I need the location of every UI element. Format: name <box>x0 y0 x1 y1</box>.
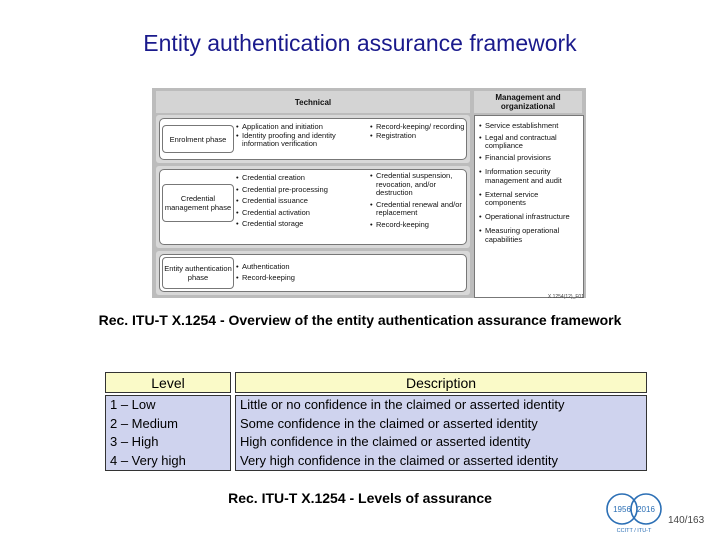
level-column <box>105 395 231 471</box>
list-item: • Credential activation <box>236 207 366 219</box>
list-item: • Credential issuance <box>236 195 366 207</box>
credential-lifecycle-list <box>370 172 466 230</box>
itu-anniversary-logo <box>605 491 663 535</box>
logo-year-right: 2016 <box>637 505 655 514</box>
table-caption: Rec. ITU-T X.1254 - Levels of assurance <box>228 490 492 506</box>
column-header-description: Description <box>235 372 647 393</box>
logo-text: CCITT / ITU-T <box>616 528 652 534</box>
authentication-technical-list <box>236 261 366 283</box>
phase-label-authentication: Entity authentication phase <box>162 257 234 289</box>
enrolment-phase-row <box>156 115 470 163</box>
list-item: • Credential storage <box>236 218 366 230</box>
list-item: • Service establishment <box>479 122 579 131</box>
list-item: • External service components <box>479 191 579 208</box>
description-column <box>235 395 647 471</box>
level-cell: 2 – Medium <box>110 415 178 431</box>
credential-phase-row <box>156 166 470 248</box>
enrolment-record-list <box>370 123 466 140</box>
level-cell: 3 – High <box>110 434 159 449</box>
list-item: • Record-keeping <box>236 272 366 283</box>
framework-figure <box>152 88 586 302</box>
list-item: • Credential suspension, revocation, and/or destruction <box>370 172 466 198</box>
description-cell: Little or no confidence in the claimed or asserted identity <box>240 397 565 412</box>
list-item: • Information security management and audit <box>479 168 579 185</box>
list-item: • Record-keeping <box>370 221 466 230</box>
list-item: • Credential creation <box>236 172 366 184</box>
header-management: Management and organizational <box>474 91 582 113</box>
phase-label-credential: Credential management phase <box>162 184 234 222</box>
list-item: • Authentication <box>236 261 366 272</box>
management-column <box>474 115 584 298</box>
list-item: • Operational infrastructure <box>479 213 579 222</box>
enrolment-technical-list <box>236 123 366 149</box>
description-cell: Very high confidence in the claimed or asserted identity <box>240 452 558 468</box>
figure-caption: Rec. ITU-T X.1254 - Overview of the entity authentication assurance framework <box>98 312 622 328</box>
credential-technical-list <box>236 172 366 230</box>
list-item: • Record-keeping/ recording <box>370 123 466 132</box>
figure-id: X.1254(12)_F01 <box>547 294 584 300</box>
slide-title: Entity authentication assurance framework <box>143 30 577 56</box>
header-technical: Technical <box>156 91 470 113</box>
level-cell: 4 – Very high <box>110 452 186 468</box>
list-item: • Legal and contractual compliance <box>479 134 579 151</box>
description-cell: High confidence in the claimed or asserted identity <box>240 434 531 449</box>
column-header-level: Level <box>105 372 231 393</box>
list-item: • Financial provisions <box>479 154 579 163</box>
management-list <box>479 122 579 245</box>
authentication-phase-row <box>156 251 470 295</box>
list-item: • Credential renewal and/or replacement <box>370 201 466 218</box>
page-number: 140/163 <box>668 515 705 526</box>
list-item: • Credential pre-processing <box>236 184 366 196</box>
level-cell: 1 – Low <box>110 397 156 412</box>
list-item: • Registration <box>370 132 466 141</box>
list-item: • Application and initiation <box>236 123 366 132</box>
phase-label-enrolment: Enrolment phase <box>162 125 234 153</box>
list-item: • Identity proofing and identity information verification <box>236 132 366 149</box>
logo-year-left: 1956 <box>613 505 631 514</box>
list-item: • Measuring operational capabilities <box>479 227 579 244</box>
description-cell: Some confidence in the claimed or asserted identity <box>240 415 538 431</box>
levels-table <box>105 372 647 471</box>
